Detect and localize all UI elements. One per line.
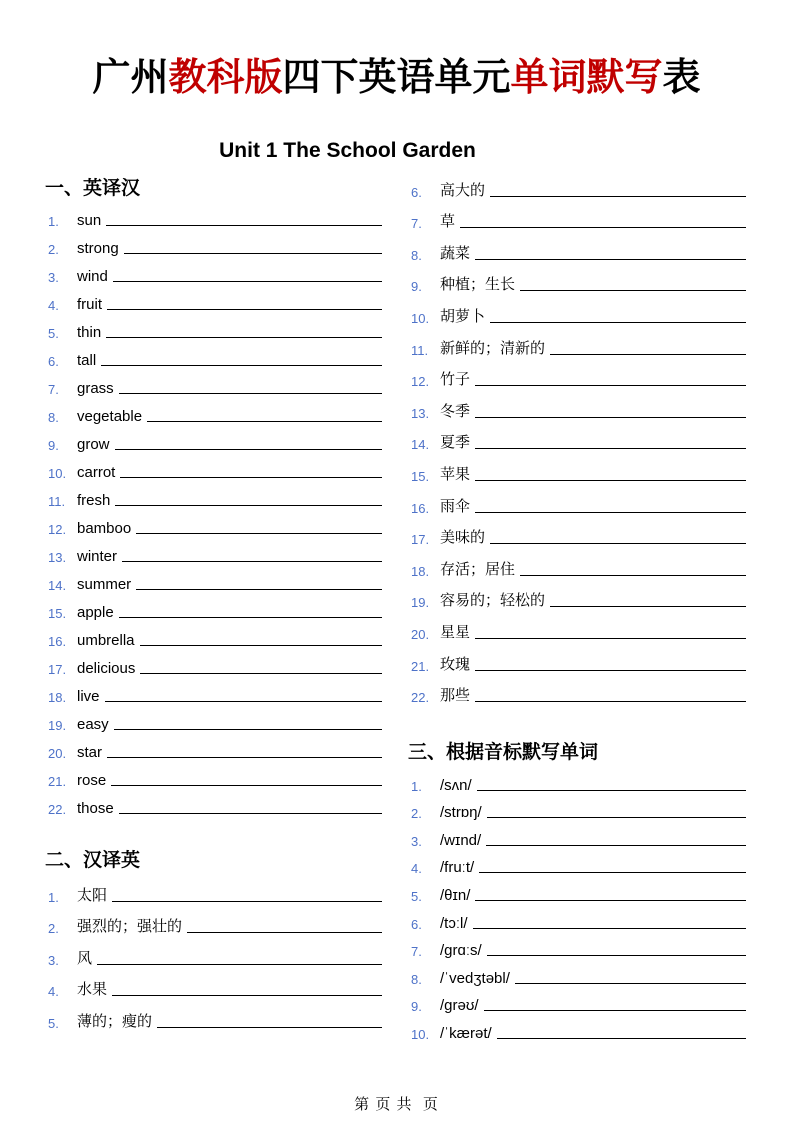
item-label: grow <box>77 436 110 453</box>
item-label: summer <box>77 576 132 593</box>
item-label: 竹子 <box>440 371 471 389</box>
item-label: 冬季 <box>440 402 471 420</box>
list-item <box>408 358 746 390</box>
answer-blank <box>115 449 382 450</box>
right-column <box>408 168 746 1042</box>
list-item <box>45 789 382 817</box>
item-number: 4. <box>48 298 59 313</box>
list-item <box>408 326 746 358</box>
item-label: 夏季 <box>440 434 471 452</box>
item-number: 15. <box>48 606 67 621</box>
item-number: 15. <box>411 468 430 484</box>
item-number: 5. <box>48 326 59 341</box>
answer-blank <box>114 729 382 730</box>
item-label: star <box>77 744 103 761</box>
answer-blank <box>475 900 746 901</box>
item-label: /θɪn/ <box>440 887 471 905</box>
section-heading-phonetics: 三、根据音标默写单词 <box>408 742 599 764</box>
answer-blank <box>120 477 382 478</box>
item-label: thin <box>77 324 102 341</box>
list-item <box>45 733 382 761</box>
answer-blank <box>550 606 746 607</box>
list-phonetics <box>408 766 746 1042</box>
item-number: 5. <box>411 889 422 905</box>
item-number: 11. <box>411 342 429 358</box>
item-number: 14. <box>48 578 67 593</box>
list-item <box>408 200 746 232</box>
item-number: 7. <box>411 944 422 960</box>
item-label: 蔬菜 <box>440 244 471 262</box>
list-item <box>408 231 746 263</box>
list-item <box>408 794 746 822</box>
item-number: 20. <box>411 626 430 642</box>
list-item <box>408 294 746 326</box>
answer-blank <box>119 393 382 394</box>
title-segment: 表 <box>662 57 701 99</box>
item-number: 1. <box>48 889 59 905</box>
item-number: 21. <box>411 658 430 674</box>
item-number: 7. <box>48 382 59 397</box>
list-item <box>408 849 746 877</box>
answer-blank <box>112 901 382 902</box>
item-label: 风 <box>77 949 93 967</box>
item-label: /tɔːl/ <box>440 914 468 932</box>
list-item <box>45 905 382 937</box>
answer-blank <box>477 790 746 791</box>
list-item <box>408 168 746 200</box>
list-item <box>408 642 746 674</box>
list-item <box>45 313 382 341</box>
answer-blank <box>550 354 746 355</box>
answer-blank <box>484 1010 746 1011</box>
item-label: 高大的 <box>440 181 486 199</box>
answer-blank <box>486 845 746 846</box>
item-number: 4. <box>48 984 59 999</box>
list-item <box>408 1014 746 1042</box>
list-item <box>45 257 382 285</box>
item-label: vegetable <box>77 408 143 425</box>
item-label: sun <box>77 212 102 229</box>
answer-blank <box>107 757 382 758</box>
item-label: fresh <box>77 492 111 509</box>
title-segment-red: 教科版 <box>168 57 283 99</box>
item-label: bamboo <box>77 520 132 537</box>
item-number: 3. <box>411 833 422 849</box>
list-item <box>408 959 746 987</box>
item-label: 那些 <box>440 687 471 705</box>
item-number: 10. <box>48 466 67 481</box>
item-number: 6. <box>48 354 59 369</box>
list-item <box>45 621 382 649</box>
item-number: 16. <box>411 500 430 516</box>
item-label: /grəʊ/ <box>440 997 479 1015</box>
item-label: /ˈvedʒtəbl/ <box>440 969 510 987</box>
list-item <box>45 936 382 968</box>
item-number: 8. <box>411 971 422 987</box>
item-label: 种植；生长 <box>440 276 516 294</box>
list-item <box>45 593 382 621</box>
list-item <box>408 421 746 453</box>
list-item <box>408 610 746 642</box>
answer-blank <box>487 817 746 818</box>
title-segment: 广州 <box>92 57 169 99</box>
list-item <box>45 677 382 705</box>
item-number: 2. <box>48 242 59 257</box>
item-number: 8. <box>411 247 422 263</box>
item-number: 17. <box>411 532 430 548</box>
list-item <box>408 263 746 295</box>
answer-blank <box>106 337 382 338</box>
answer-blank <box>475 701 746 702</box>
item-label: carrot <box>77 464 116 481</box>
item-label: 强烈的；强壮的 <box>77 918 183 935</box>
item-number: 19. <box>48 718 67 733</box>
item-number: 2. <box>48 921 59 936</box>
item-number: 9. <box>411 999 422 1015</box>
answer-blank <box>106 225 382 226</box>
item-label: 薄的；瘦的 <box>77 1012 153 1030</box>
list-item <box>408 484 746 516</box>
item-number: 18. <box>48 690 67 705</box>
item-number: 21. <box>48 774 67 789</box>
item-label: 胡萝卜 <box>440 307 486 325</box>
list-item <box>45 201 382 229</box>
item-label: /sʌn/ <box>440 776 472 794</box>
list-item <box>45 761 382 789</box>
list-item <box>45 229 382 257</box>
item-label: 存活；居住 <box>440 560 516 578</box>
answer-blank <box>111 785 382 786</box>
item-label: strong <box>77 240 119 257</box>
list-chinese-to-english-part2 <box>408 168 746 705</box>
item-number: 13. <box>48 550 67 565</box>
answer-blank <box>122 561 382 562</box>
list-item <box>45 341 382 369</box>
item-number: 10. <box>411 310 430 326</box>
answer-blank <box>475 638 746 639</box>
item-label: /strɒŋ/ <box>440 804 482 822</box>
answer-blank <box>115 505 382 506</box>
list-item <box>408 579 746 611</box>
item-number: 16. <box>48 634 67 649</box>
answer-blank <box>112 995 382 996</box>
list-chinese-to-english-part1 <box>45 873 382 1031</box>
item-number: 10. <box>411 1027 430 1043</box>
answer-blank <box>147 421 382 422</box>
list-item <box>45 968 382 1000</box>
list-item <box>408 516 746 548</box>
item-number: 2. <box>411 806 422 822</box>
item-number: 11. <box>48 494 66 509</box>
answer-blank <box>101 365 382 366</box>
list-item <box>408 821 746 849</box>
item-label: grass <box>77 380 114 397</box>
title-segment: 四下英语单元 <box>282 57 511 99</box>
item-label: those <box>77 800 114 817</box>
answer-blank <box>475 417 746 418</box>
item-label: 玫瑰 <box>440 655 471 673</box>
list-item <box>408 452 746 484</box>
answer-blank <box>136 533 382 534</box>
answer-blank <box>475 385 746 386</box>
answer-blank <box>490 543 746 544</box>
list-item <box>45 425 382 453</box>
list-item <box>408 766 746 794</box>
item-label: 太阳 <box>77 886 108 904</box>
item-number: 22. <box>48 802 67 817</box>
item-label: /grɑːs/ <box>440 942 482 960</box>
answer-blank <box>187 932 382 933</box>
title-segment-red: 单词默写 <box>510 57 663 99</box>
item-number: 1. <box>411 778 422 794</box>
list-item <box>45 369 382 397</box>
item-label: tall <box>77 352 97 369</box>
page-title <box>0 55 793 103</box>
list-english-to-chinese <box>45 201 382 817</box>
list-item <box>45 285 382 313</box>
item-number: 6. <box>411 184 422 200</box>
list-item <box>45 873 382 905</box>
list-item <box>45 705 382 733</box>
section-heading-english-to-chinese: 一、英译汉 <box>45 178 141 199</box>
answer-blank <box>140 645 382 646</box>
item-label: live <box>77 688 100 705</box>
answer-blank <box>113 281 382 282</box>
item-number: 9. <box>411 279 422 295</box>
list-item <box>408 987 746 1015</box>
item-label: 星星 <box>440 623 471 641</box>
item-label: /wɪnd/ <box>440 831 482 849</box>
list-item <box>408 876 746 904</box>
list-item <box>45 397 382 425</box>
answer-blank <box>515 983 746 984</box>
answer-blank <box>105 701 382 702</box>
answer-blank <box>520 290 746 291</box>
item-number: 7. <box>411 216 422 232</box>
list-item <box>45 537 382 565</box>
item-number: 9. <box>48 438 59 453</box>
list-item <box>45 565 382 593</box>
item-label: apple <box>77 604 114 621</box>
answer-blank <box>107 309 382 310</box>
item-number: 12. <box>411 374 430 390</box>
item-number: 22. <box>411 690 430 706</box>
left-column <box>45 177 382 1031</box>
answer-blank <box>136 589 382 590</box>
answer-blank <box>473 928 746 929</box>
page-footer: 第 页 共 页 <box>354 1096 439 1113</box>
answer-blank <box>497 1038 746 1039</box>
answer-blank <box>475 670 746 671</box>
answer-blank <box>490 322 746 323</box>
list-item <box>408 674 746 706</box>
answer-blank <box>490 196 746 197</box>
item-label: fruit <box>77 296 103 313</box>
item-number: 8. <box>48 410 59 425</box>
item-label: /fruːt/ <box>440 859 475 877</box>
unit-heading: Unit 1 The School Garden <box>219 139 476 162</box>
item-label: 容易的；轻松的 <box>440 592 546 610</box>
answer-blank <box>157 1027 382 1028</box>
answer-blank <box>475 259 746 260</box>
item-number: 1. <box>48 214 59 229</box>
item-label: 水果 <box>77 981 108 998</box>
item-label: delicious <box>77 660 136 677</box>
answer-blank <box>475 480 746 481</box>
item-label: wind <box>77 268 108 285</box>
answer-blank <box>119 813 382 814</box>
item-label: umbrella <box>77 632 135 649</box>
item-label: rose <box>77 772 107 789</box>
item-number: 14. <box>411 437 430 453</box>
answer-blank <box>119 617 382 618</box>
item-label: 美味的 <box>440 529 486 547</box>
list-item <box>45 481 382 509</box>
list-item <box>408 932 746 960</box>
list-item <box>45 649 382 677</box>
item-number: 5. <box>48 1015 59 1031</box>
section-heading-chinese-to-english: 二、汉译英 <box>45 850 141 871</box>
answer-blank <box>460 227 746 228</box>
list-item <box>408 904 746 932</box>
list-item <box>45 509 382 537</box>
item-number: 12. <box>48 522 67 537</box>
answer-blank <box>520 575 746 576</box>
answer-blank <box>479 872 746 873</box>
item-number: 19. <box>411 595 430 611</box>
item-label: winter <box>77 548 118 565</box>
item-label: easy <box>77 716 109 733</box>
item-label: 雨伞 <box>440 497 471 515</box>
answer-blank <box>475 512 746 513</box>
item-number: 3. <box>48 952 59 968</box>
item-number: 20. <box>48 746 67 761</box>
list-item <box>408 389 746 421</box>
answer-blank <box>140 673 382 674</box>
list-item <box>408 547 746 579</box>
item-number: 6. <box>411 916 422 932</box>
list-item <box>45 453 382 481</box>
answer-blank <box>475 448 746 449</box>
answer-blank <box>97 964 382 965</box>
item-number: 3. <box>48 270 59 285</box>
answer-blank <box>487 955 746 956</box>
item-number: 13. <box>411 405 430 421</box>
item-label: 新鲜的；清新的 <box>440 339 546 357</box>
item-label: 草 <box>440 213 456 231</box>
item-label: /ˈkærət/ <box>440 1025 492 1043</box>
item-number: 18. <box>411 563 430 579</box>
answer-blank <box>124 253 382 254</box>
list-item <box>45 999 382 1031</box>
item-number: 4. <box>411 861 422 877</box>
item-label: 苹果 <box>440 465 471 483</box>
item-number: 17. <box>48 662 67 677</box>
